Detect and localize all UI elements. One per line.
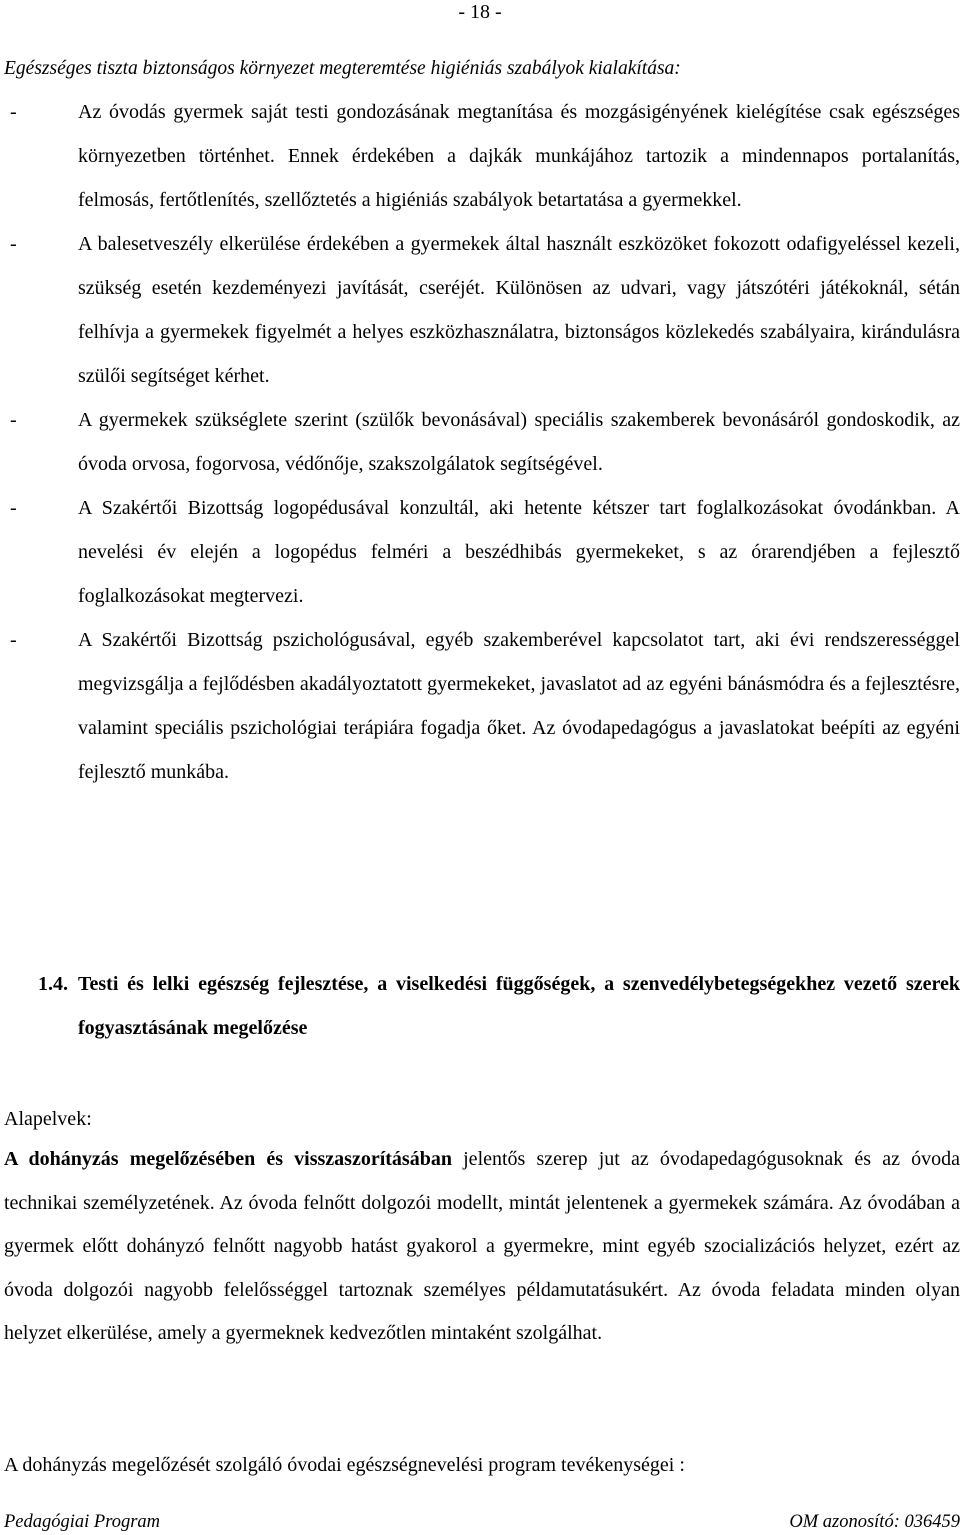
list-item-text: A Szakértői Bizottság logopédusával konzultál, aki hetente kétszer tart foglalkozásokat óvodánkban. A nevelési év elején a logopédus felméri a beszédhibás gyermekeket, s az órarendjében a fejlesztő foglalkozásokat megtervezi. — [78, 497, 960, 607]
principles-label: Alapelvek: — [4, 1108, 92, 1130]
bullet-marker: - — [10, 629, 17, 651]
bullet-marker: - — [10, 101, 17, 123]
subsection-title: Testi és lelki egészség fejlesztése, a viselkedési függőségek, a szenvedélybetegségekhez vezető szerek fogyasztásának megelőzése — [78, 973, 960, 1039]
list-item — [0, 398, 960, 486]
bullet-marker: - — [10, 409, 17, 431]
bullet-marker: - — [10, 233, 17, 255]
program-activities-line: A dohányzás megelőzését szolgáló óvodai egészségnevelési program tevékenységei : — [4, 1454, 685, 1476]
list-item — [0, 222, 960, 398]
footer-om-id: OM azonosító: 036459 — [789, 1512, 960, 1532]
principles-bold-lead: A dohányzás megelőzésében és visszaszorításában — [4, 1148, 452, 1170]
page-number: - 18 - — [458, 1, 502, 23]
subsection-heading — [38, 962, 960, 1050]
principles-text: jelentős szerep jut az óvodapedagógusoknak és az óvoda technikai személyzetének. Az óvoda felnőtt dolgozói modellt, mintát jelentenek a gyermekek számára. Az óvodában a gyermek előtt dohányzó felnőtt nagyobb hatást gyakorol a gyermekre, mint egyéb szocializációs helyzet, ezért az óvoda dolgozói nagyobb felelősséggel tartoznak személyes példamutatásukért. Az óvoda feladata minden olyan helyzet elkerülése, amely a gyermeknek kedvezőtlen mintaként szolgálhat. — [4, 1148, 960, 1344]
list-item — [0, 618, 960, 794]
page-footer — [4, 1509, 960, 1535]
principles-paragraph — [4, 1138, 960, 1356]
bullet-marker: - — [10, 497, 17, 519]
subsection-number: 1.4. — [38, 973, 68, 995]
list-item-text: A Szakértői Bizottság pszichológusával, egyéb szakemberével kapcsolatot tart, aki évi rendszerességgel megvizsgálja a fejlődésben akadályoztatott gyermekeket, javaslatot ad az egyéni bánásmódra és a fejlesztésre, valamint speciális pszichológiai terápiára fogadja őket. Az óvodapedagógus a javaslatokat beépíti az egyéni fejlesztő munkába. — [78, 629, 960, 783]
list-item-text: Az óvodás gyermek saját testi gondozásának megtanítása és mozgásigényének kielégítése csak egészséges környezetben történhet. Ennek érdekében a dajkák munkájához tartozik a mindennapos portalanítás, felmosás, fertőtlenítés, szellőztetés a higiéniás szabályok betartatása a gyermekkel. — [78, 101, 960, 211]
list-item-text: A balesetveszély elkerülése érdekében a gyermekek által használt eszközöket fokozott odafigyeléssel kezeli, szükség esetén kezdeményezi javítását, cseréjét. Különösen az udvari, vagy játszótéri játékoknál, sétán felhívja a gyermekek figyelmét a helyes eszközhasználatra, biztonságos közlekedés szabályaira, kirándulásra szülői segítséget kérhet. — [78, 233, 960, 387]
section-heading: Egészséges tiszta biztonságos környezet megteremtése higiéniás szabályok kialakítása: — [4, 58, 681, 79]
footer-document-title: Pedagógiai Program — [4, 1512, 161, 1532]
list-item — [0, 90, 960, 222]
list-item — [0, 486, 960, 618]
bullet-list — [0, 90, 960, 794]
list-item-text: A gyermekek szükséglete szerint (szülők bevonásával) speciális szakemberek bevonásáról gondoskodik, az óvoda orvosa, fogorvosa, védőnője, szakszolgálatok segítségével. — [78, 409, 960, 475]
